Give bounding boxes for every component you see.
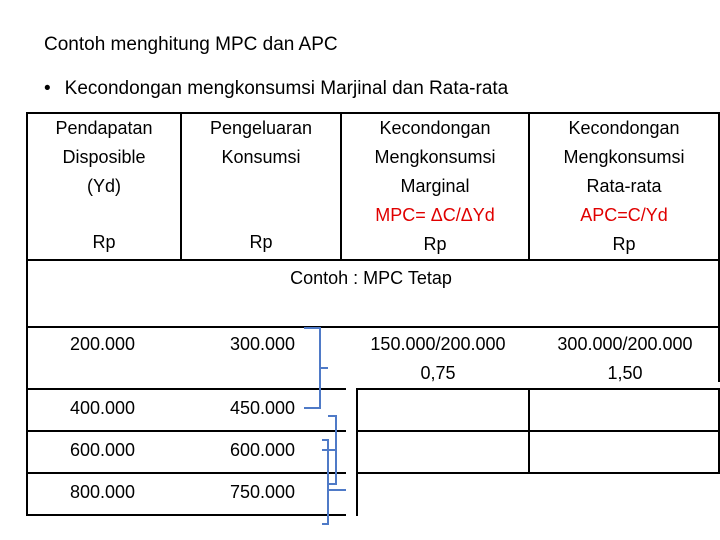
apc-formula: APC=C/Yd — [580, 205, 668, 225]
row1-mpc: 150.000/200.000 0,75 — [370, 334, 506, 383]
header-consumption-unit: Rp — [249, 232, 273, 252]
bullet-point — [44, 78, 508, 100]
row2-yd: 400.000 — [70, 398, 136, 418]
mpc-apc-table — [26, 112, 720, 516]
difference-bracket-icon — [300, 320, 360, 530]
header-yd: Pendapatan Disposible (Yd) — [55, 118, 153, 196]
row2-c: 450.000 — [230, 398, 296, 418]
header-consumption: Pengeluaran Konsumsi — [209, 118, 313, 167]
header-yd-unit: Rp — [92, 232, 116, 252]
row3-yd: 600.000 — [70, 440, 136, 460]
row1-yd: 200.000 — [70, 334, 136, 354]
bullet-dot-icon: • — [44, 78, 51, 99]
example-label: Contoh : MPC Tetap — [290, 268, 452, 288]
mpc-formula: MPC= ΔC/ΔYd — [375, 205, 495, 225]
header-mpc: Kecondongan Mengkonsumsi Marginal MPC= ΔC/ΔYd Rp — [342, 114, 528, 259]
row1-apc: 300.000/200.000 1,50 — [557, 334, 693, 383]
row3-c: 600.000 — [230, 440, 296, 460]
bullet-text: Kecondongan mengkonsumsi Marjinal dan Rata-rata — [64, 78, 509, 99]
header-apc: Kecondongan Mengkonsumsi Rata-rata APC=C/Yd Rp — [530, 114, 718, 259]
row1-c: 300.000 — [230, 334, 296, 354]
row4-yd: 800.000 — [70, 482, 136, 502]
slide-title: Contoh menghitung MPC dan APC — [44, 34, 338, 55]
row4-c: 750.000 — [230, 482, 296, 502]
